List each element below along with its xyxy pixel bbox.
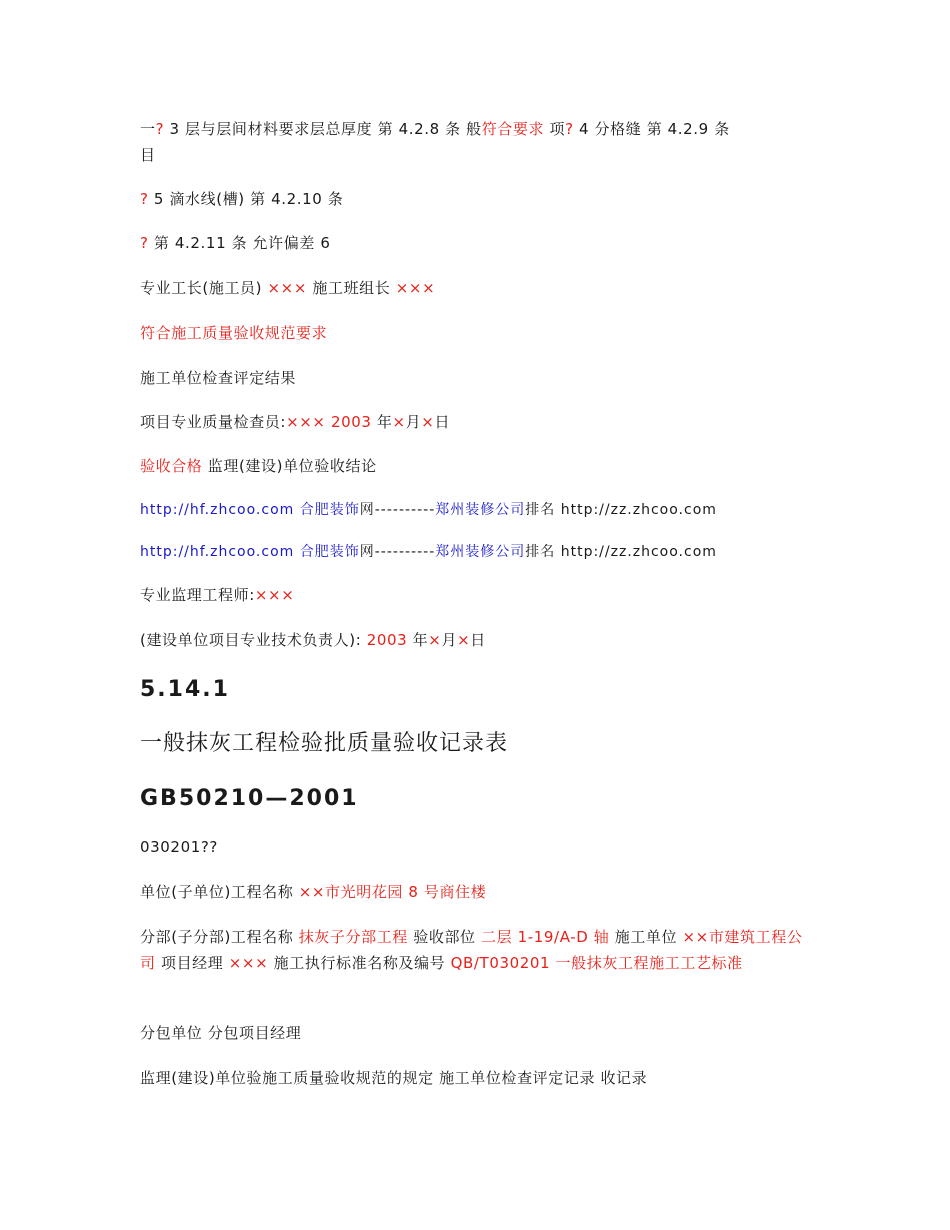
label: 专业工长(施工员)	[140, 279, 268, 297]
owner-line	[140, 627, 486, 653]
label: 年	[407, 631, 429, 649]
text: http://zz.zhcoo.com	[555, 544, 717, 560]
label: 分部(子分部)工程名称	[140, 928, 299, 946]
text: 一	[140, 120, 156, 138]
text: 第 4.2.11 条 允许偏差 6	[148, 234, 331, 252]
label: 验收部位	[407, 928, 482, 946]
value: ××市建筑工程公司	[140, 928, 803, 972]
inspector-line	[140, 409, 450, 435]
label: 专业监理工程师:	[140, 586, 255, 604]
value: ×	[392, 413, 406, 431]
value: ×××	[395, 279, 436, 297]
value: ×××	[286, 413, 326, 431]
text: 网----------	[359, 544, 436, 560]
marker: ?	[565, 120, 574, 138]
value: 二层 1-19/A-D 轴	[481, 928, 610, 946]
year: 2003	[325, 413, 372, 431]
value: 抹灰子分部工程	[298, 928, 408, 946]
ad-link-line	[140, 497, 717, 523]
value: ×	[457, 631, 471, 649]
conform-line: 符合施工质量验收规范要求	[140, 324, 328, 342]
label: 年	[371, 413, 393, 431]
text: 排名	[525, 544, 556, 560]
value: ×××	[267, 279, 307, 297]
label: 单位(子单位)工程名称	[140, 883, 299, 901]
value: ×××	[254, 586, 295, 604]
link[interactable]: http://hf.zhcoo.com	[140, 502, 295, 518]
value: ××市光明花园 8 号商住楼	[298, 883, 487, 901]
text: 网----------	[359, 502, 436, 518]
text: 3 层与层间材料要求层总厚度 第 4.2.8 条 般	[164, 120, 482, 138]
label: 施工执行标准名称及编号	[268, 954, 451, 972]
text: http://zz.zhcoo.com	[555, 502, 717, 518]
year: 2003	[366, 631, 408, 649]
subproject-line	[140, 924, 812, 976]
section-number: 5.14.1	[140, 677, 230, 702]
value: ×	[421, 413, 435, 431]
result-title: 施工单位检查评定结果	[140, 369, 297, 387]
marker: ?	[155, 120, 165, 138]
text: 目	[140, 146, 156, 164]
record-header-line: 监理(建设)单位验施工质量验收规范的规定 施工单位检查评定记录 收记录	[140, 1069, 648, 1087]
link[interactable]: 郑州装修公司	[435, 544, 526, 560]
label: 施工班组长	[307, 279, 396, 297]
supervisor-line	[140, 582, 294, 608]
ad-link-line	[140, 539, 717, 565]
label: 日	[470, 631, 486, 649]
acceptance-line	[140, 453, 377, 479]
label: (建设单位项目专业技术负责人):	[140, 631, 367, 649]
standard-code: GB50210—2001	[140, 786, 359, 811]
label: 施工单位	[609, 928, 683, 946]
value: QB/T030201 一般抹灰工程施工工艺标准	[450, 954, 743, 972]
link[interactable]: 郑州装修公司	[435, 502, 526, 518]
label: 月	[441, 631, 458, 649]
section-title: 一般抹灰工程检验批质量验收记录表	[140, 731, 509, 756]
label: 月	[405, 413, 422, 431]
text: 4 分格缝 第 4.2.9 条	[573, 120, 730, 138]
label: 项目经理	[155, 954, 229, 972]
value: ×	[428, 631, 442, 649]
link[interactable]: 合肥装饰	[294, 544, 360, 560]
item-line-layer-thickness	[140, 116, 812, 168]
form-code: 030201??	[140, 838, 218, 856]
project-name-line	[140, 879, 486, 905]
link[interactable]: http://hf.zhcoo.com	[140, 544, 295, 560]
subcontractor-line: 分包单位 分包项目经理	[140, 1024, 302, 1042]
item-line-drip	[140, 186, 343, 212]
label: 监理(建设)单位验收结论	[202, 457, 377, 475]
text: 项	[544, 120, 566, 138]
text: 排名	[525, 502, 556, 518]
value: 验收合格	[140, 457, 203, 475]
value: ×××	[228, 954, 269, 972]
foreman-line	[140, 275, 435, 301]
label: 项目专业质量检查员:	[140, 413, 287, 431]
item-line-tolerance	[140, 230, 330, 256]
marker: ?	[140, 190, 149, 208]
link[interactable]: 合肥装饰	[294, 502, 360, 518]
result-text: 符合要求	[481, 120, 545, 138]
marker: ?	[140, 234, 149, 252]
label: 日	[434, 413, 451, 431]
text: 5 滴水线(槽) 第 4.2.10 条	[148, 190, 344, 208]
